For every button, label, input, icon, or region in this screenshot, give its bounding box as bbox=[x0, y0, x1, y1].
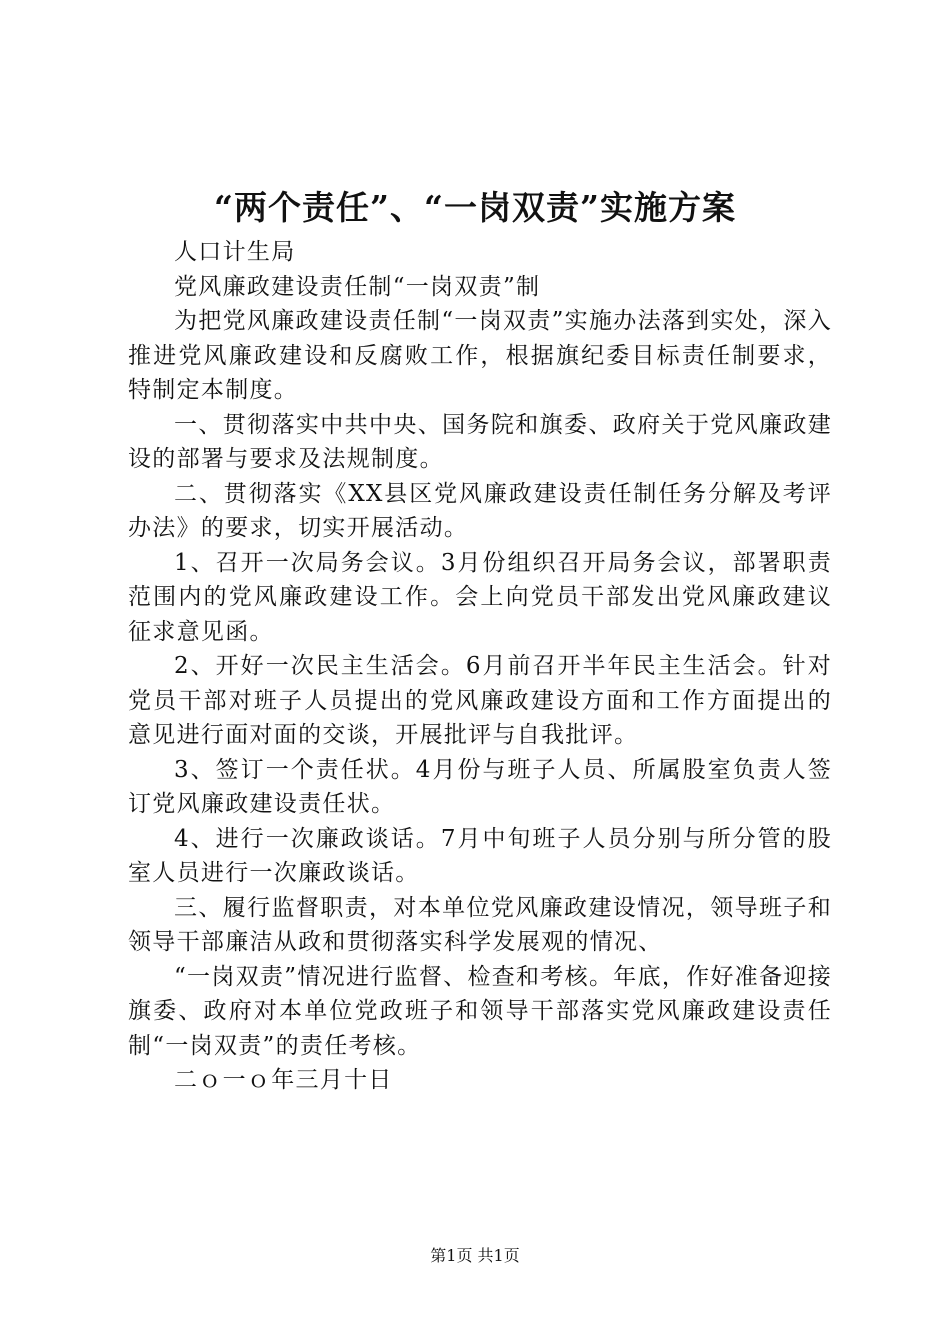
section-three-paragraph: 三、履行监督职责，对本单位党风廉政建设情况，领导班子和领导干部廉洁从政和贯彻落实科学发展观的情况、 bbox=[128, 894, 832, 955]
section-three-continued-paragraph: “一岗双责”情况进行监督、检查和考核。年底，作好准备迎接旗委、政府对本单位党政班子和领导干部落实党风廉政建设责任制“一岗双责”的责任考核。 bbox=[128, 963, 832, 1059]
section-one-paragraph: 一、贯彻落实中共中央、国务院和旗委、政府关于党风廉政建设的部署与要求及法规制度。 bbox=[128, 411, 832, 472]
document-body bbox=[128, 235, 832, 1098]
item-one-paragraph: 1、召开一次局务会议。3月份组织召开局务会议，部署职责范围内的党风廉政建设工作。会上向党员干部发出党风廉政建议征求意见函。 bbox=[128, 549, 832, 645]
document-title: “两个责任”、“一岗双责”实施方案 bbox=[214, 188, 736, 227]
department-line: 人口计生局 bbox=[174, 239, 296, 265]
page-number-footer: 第1页 共1页 bbox=[430, 1246, 520, 1265]
section-two-paragraph: 二、贯彻落实《XX县区党风廉政建设责任制任务分解及考评办法》的要求，切实开展活动。 bbox=[128, 480, 832, 541]
item-four-paragraph: 4、进行一次廉政谈话。7月中旬班子人员分别与所分管的股室人员进行一次廉政谈话。 bbox=[128, 825, 832, 886]
item-two-paragraph: 2、开好一次民主生活会。6月前召开半年民主生活会。针对党员干部对班子人员提出的党风廉政建设方面和工作方面提出的意见进行面对面的交谈，开展批评与自我批评。 bbox=[128, 653, 832, 748]
intro-paragraph: 为把党风廉政建设责任制“一岗双责”实施办法落到实处，深入推进党风廉政建设和反腐败工作，根据旗纪委目标责任制要求，特制定本制度。 bbox=[128, 308, 832, 403]
date-line: 二ｏ一ｏ年三月十日 bbox=[174, 1067, 393, 1093]
item-three-paragraph: 3、签订一个责任状。4月份与班子人员、所属股室负责人签订党风廉政建设责任状。 bbox=[128, 756, 832, 817]
subtitle-line: 党风廉政建设责任制“一岗双责”制 bbox=[174, 273, 541, 300]
